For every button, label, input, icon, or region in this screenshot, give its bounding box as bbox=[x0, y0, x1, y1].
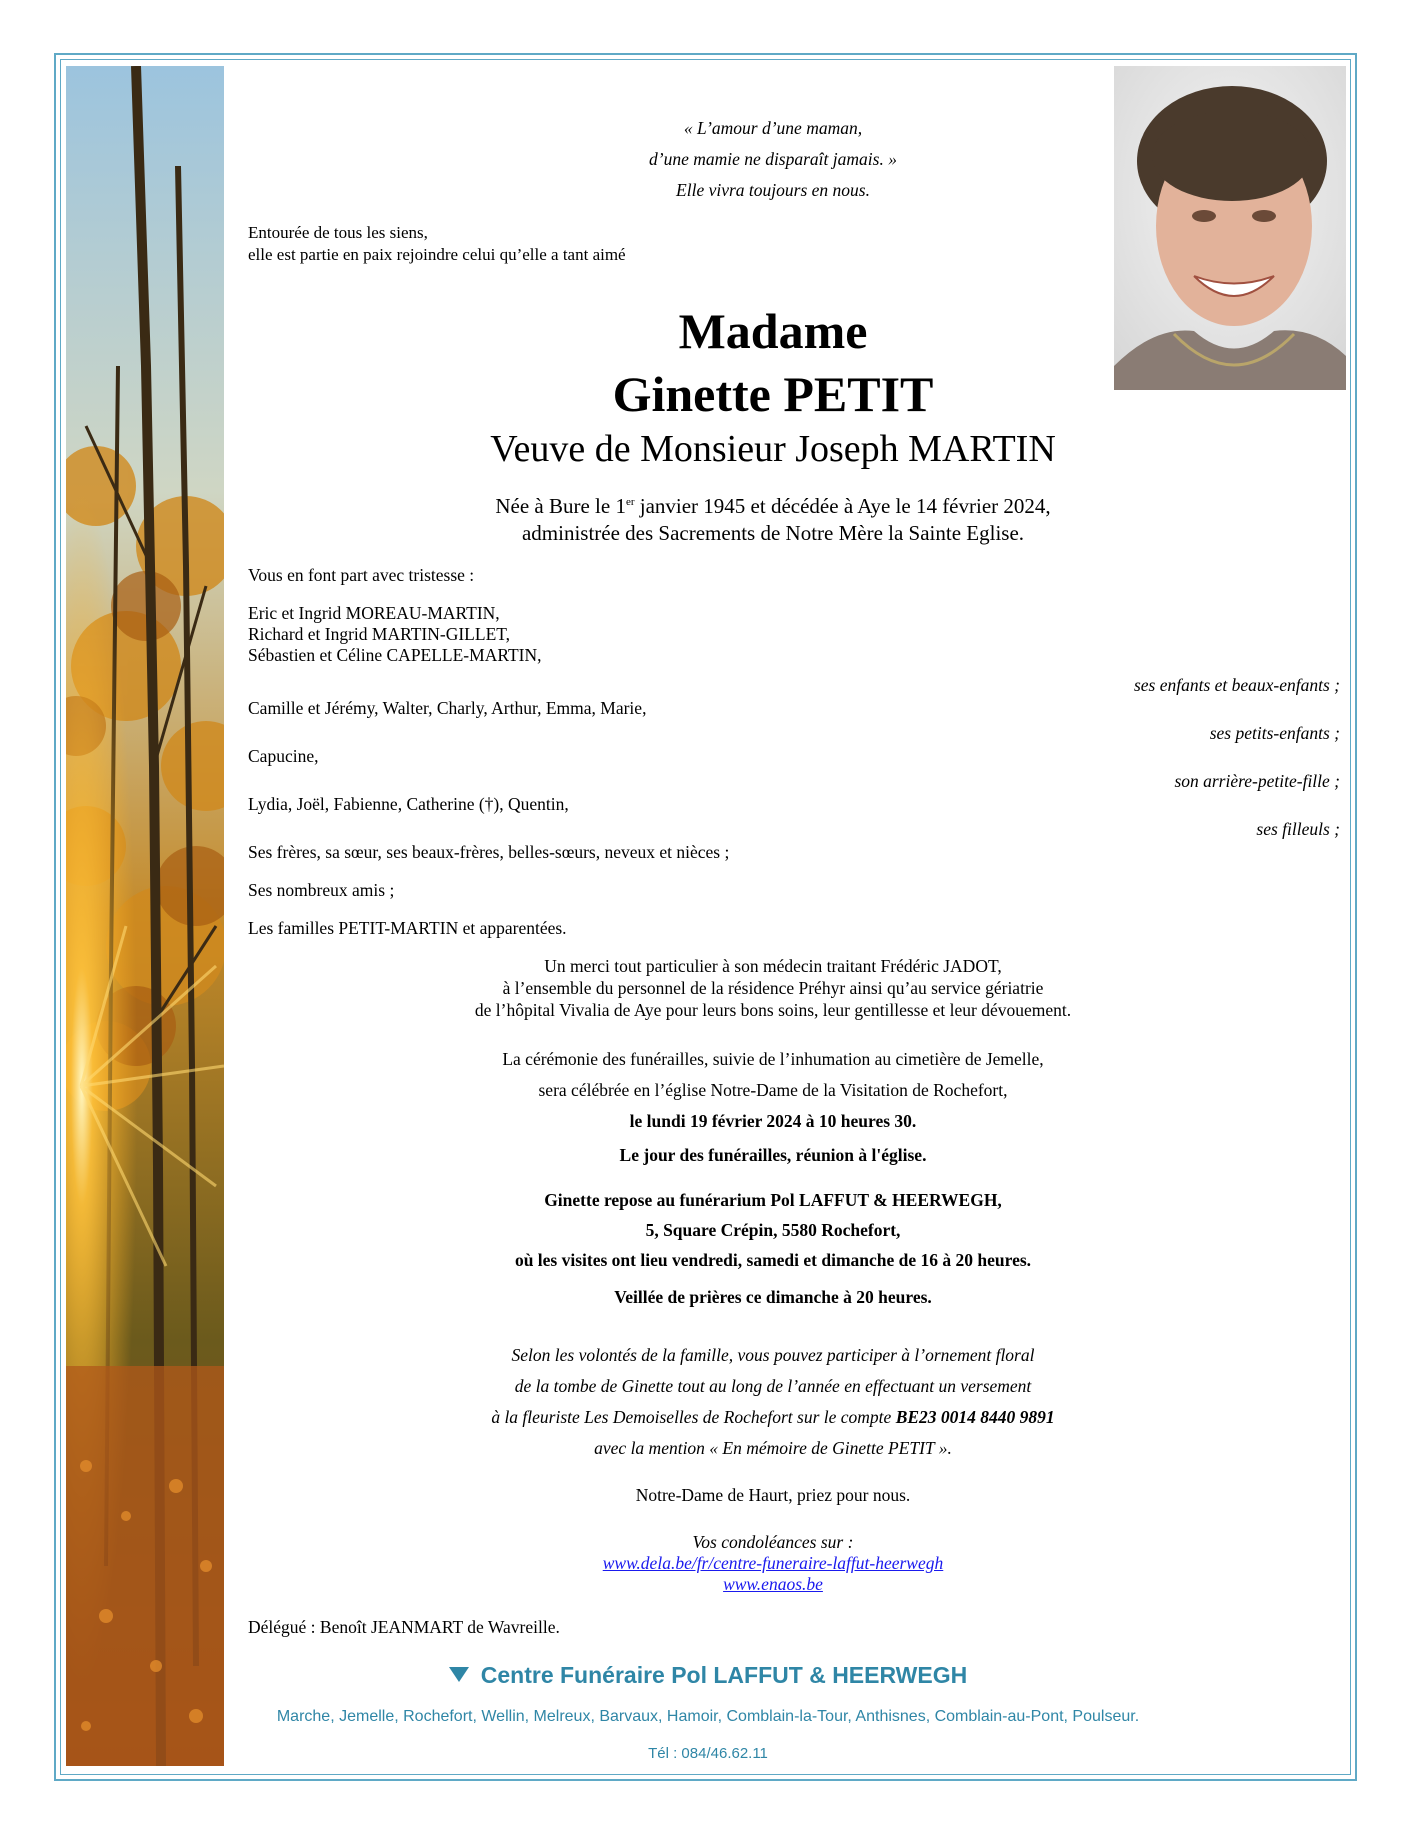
godchildren: Lydia, Joël, Fabienne, Catherine (†), Quentin, bbox=[248, 794, 569, 814]
friends: Ses nombreux amis ; bbox=[248, 880, 395, 900]
birth-death-dates bbox=[248, 489, 1298, 547]
child-2: Richard et Ingrid MARTIN-GILLET, bbox=[248, 624, 511, 644]
thanks-line-3: de l’hôpital Vivalia de Aye pour leurs bons soins, leur gentillesse et leur dévouement. bbox=[474, 1000, 1072, 1020]
child-1: Eric et Ingrid MOREAU-MARTIN, bbox=[248, 603, 500, 623]
ceremony-block bbox=[248, 1044, 1298, 1137]
autumn-forest-image bbox=[66, 66, 224, 1766]
great-grandchild: Capucine, bbox=[248, 746, 319, 766]
child-3: Sébastien et Céline CAPELLE-MARTIN, bbox=[248, 645, 542, 665]
siblings: Ses frères, sa sœur, ses beaux-frères, belles-sœurs, neveux et nièces ; bbox=[248, 842, 730, 862]
triangle-down-icon bbox=[449, 1667, 469, 1682]
intro-line-2: elle est partie en paix rejoindre celui qu’elle a tant aimé bbox=[248, 245, 626, 264]
quote-line-3: Elle vivra toujours en nous. bbox=[676, 180, 870, 200]
funeral-home-name bbox=[0, 1662, 1416, 1689]
birth-rest: janvier 1945 et décédée à Aye le 14 février 2024, bbox=[634, 494, 1051, 518]
birth-sup: er bbox=[625, 496, 635, 508]
quote-line-1: « L’amour d’une maman, bbox=[683, 118, 863, 138]
dela-link[interactable]: www.dela.be/fr/centre-funeraire-laffut-heerwegh bbox=[602, 1553, 944, 1573]
intro-text bbox=[248, 222, 626, 266]
floral-line-1: Selon les volontés de la famille, vous pouvez participer à l’ornement floral bbox=[511, 1345, 1035, 1365]
floral-block bbox=[248, 1340, 1298, 1464]
sacraments-line: administrée des Sacrements de Notre Mère la Sainte Eglise. bbox=[521, 521, 1025, 545]
rest-line-3: où les visites ont lieu vendredi, samedi et dimanche de 16 à 20 heures. bbox=[514, 1250, 1032, 1270]
children-list bbox=[248, 603, 541, 666]
iban: BE23 0014 8440 9891 bbox=[895, 1407, 1055, 1427]
meeting-line: Le jour des funérailles, réunion à l'église. bbox=[619, 1145, 927, 1165]
grandchildren-role: ses petits-enfants ; bbox=[1209, 723, 1340, 743]
floral-line-3: à la fleuriste Les Demoiselles de Rochefort sur le compte bbox=[491, 1407, 896, 1427]
rest-line-1: Ginette repose au funérarium Pol LAFFUT & HEERWEGH, bbox=[544, 1190, 1002, 1210]
thanks-block bbox=[248, 955, 1298, 1021]
godchildren-role: ses filleuls ; bbox=[1256, 819, 1340, 839]
rest-line-2: 5, Square Crépin, 5580 Rochefort, bbox=[645, 1220, 901, 1240]
condolences-label: Vos condoléances sur : bbox=[692, 1532, 854, 1552]
rest-block bbox=[248, 1185, 1298, 1275]
thanks-line-2: à l’ensemble du personnel de la résidence Préhyr ainsi qu’au service gériatrie bbox=[502, 978, 1044, 998]
enaos-link[interactable]: www.enaos.be bbox=[723, 1574, 823, 1594]
children-role: ses enfants et beaux-enfants ; bbox=[1133, 675, 1340, 695]
footer-towns: Marche, Jemelle, Rochefort, Wellin, Melreux, Barvaux, Hamoir, Comblain-la-Tour, Anthisnes, Comblain-au-Pont, Poulseur. bbox=[276, 1708, 1140, 1725]
vigil-line: Veillée de prières ce dimanche à 20 heures. bbox=[614, 1287, 932, 1307]
prayer-line: Notre-Dame de Haurt, priez pour nous. bbox=[635, 1485, 911, 1505]
floral-line-4: avec la mention « En mémoire de Ginette PETIT ». bbox=[594, 1438, 952, 1458]
deceased-title: Madame bbox=[678, 303, 868, 359]
family-intro: Vous en font part avec tristesse : bbox=[248, 565, 475, 585]
grandchildren: Camille et Jérémy, Walter, Charly, Arthur, Emma, Marie, bbox=[248, 698, 647, 718]
thanks-line-1: Un merci tout particulier à son médecin traitant Frédéric JADOT, bbox=[544, 956, 1002, 976]
ceremony-line-2: sera célébrée en l’église Notre-Dame de la Visitation de Rochefort, bbox=[538, 1080, 1008, 1100]
deceased-name: Ginette PETIT bbox=[612, 366, 934, 422]
footer-phone: Tél : 084/46.62.11 bbox=[648, 1745, 768, 1762]
opening-quote bbox=[248, 113, 1298, 206]
funeral-home-label: Centre Funéraire Pol LAFFUT & HEERWEGH bbox=[480, 1662, 968, 1688]
great-grandchild-role: son arrière-petite-fille ; bbox=[1174, 771, 1340, 791]
families: Les familles PETIT-MARTIN et apparentées. bbox=[248, 918, 567, 938]
birth-prefix: Née à Bure le 1 bbox=[495, 494, 626, 518]
intro-line-1: Entourée de tous les siens, bbox=[248, 223, 428, 242]
ceremony-date: le lundi 19 février 2024 à 10 heures 30. bbox=[629, 1111, 917, 1131]
quote-line-2: d’une mamie ne disparaît jamais. » bbox=[649, 149, 897, 169]
widow-of: Veuve de Monsieur Joseph MARTIN bbox=[490, 428, 1056, 470]
condolences-block bbox=[248, 1532, 1298, 1595]
delegate: Délégué : Benoît JEANMART de Wavreille. bbox=[248, 1617, 560, 1637]
ceremony-line-1: La cérémonie des funérailles, suivie de l’inhumation au cimetière de Jemelle, bbox=[502, 1049, 1044, 1069]
floral-line-2: de la tombe de Ginette tout au long de l’année en effectuant un versement bbox=[514, 1376, 1032, 1396]
